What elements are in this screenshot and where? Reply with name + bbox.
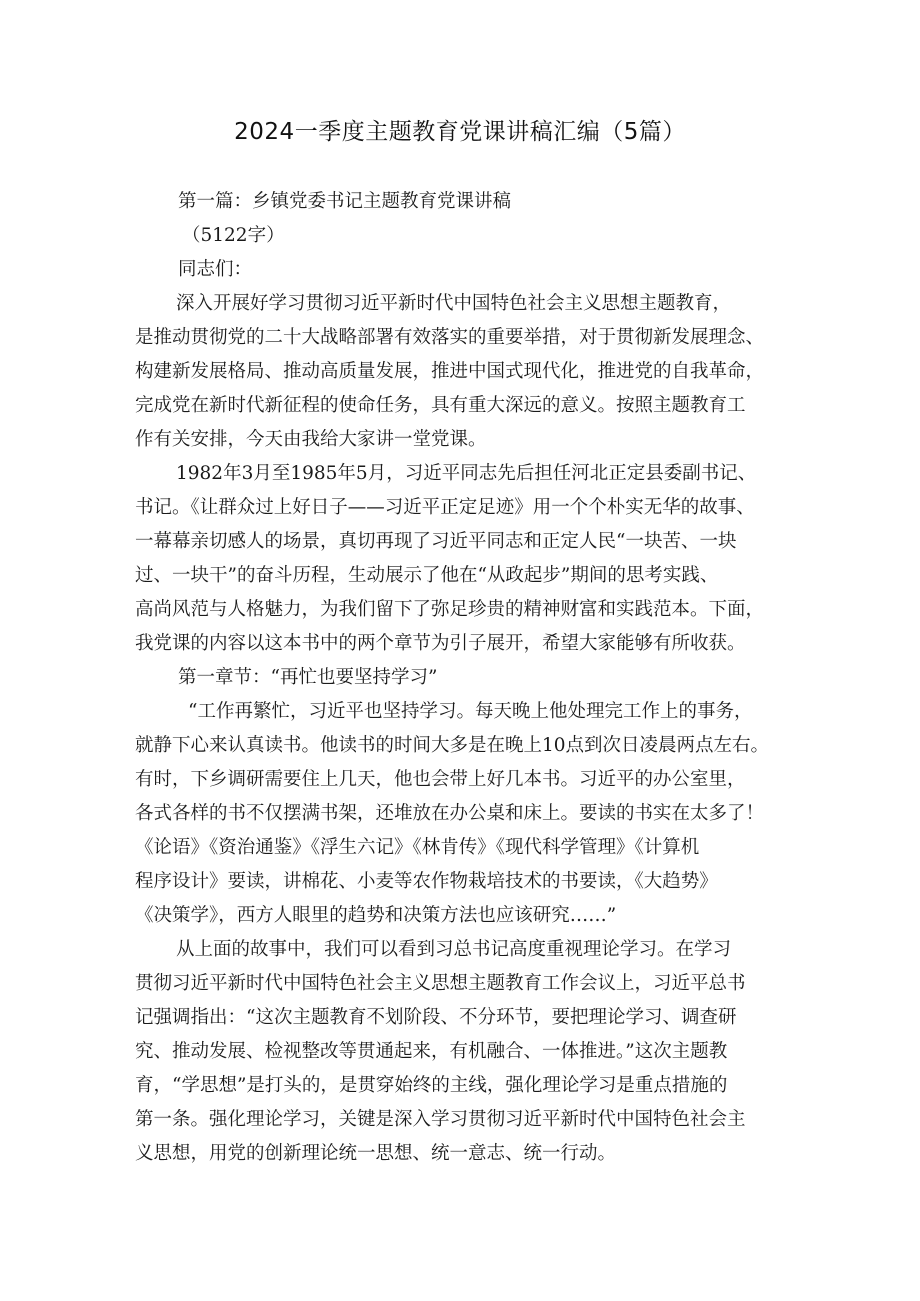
quote-line: 《决策学》，西方人眼里的趋势和决策方法也应该研究……” bbox=[135, 905, 617, 926]
paragraph-3-line: 从上面的故事中，我们可以看到习总书记高度重视理论学习。在学习 bbox=[176, 939, 732, 960]
paragraph-3-line: 记强调指出：“这次主题教育不划阶段、不分环节，要把理论学习、调查研 bbox=[135, 1007, 737, 1028]
quote-line: 各式各样的书不仅摆满书架，还堆放在办公桌和床上。要读的书实在太多了！ bbox=[135, 803, 765, 824]
paragraph-3-line: 贯彻习近平新时代中国特色社会主义思想主题教育工作会议上，习近平总书 bbox=[135, 973, 746, 994]
paragraph-2-line: 书记。《让群众过上好日子——习近平正定足迹》用一个个朴实无华的故事、 bbox=[135, 497, 755, 518]
quote-line: 有时，下乡调研需要住上几天，他也会带上好几本书。习近平的办公室里， bbox=[135, 769, 746, 790]
chapter-1-heading: 第一章节：“再忙也要坚持学习” bbox=[178, 667, 438, 688]
quote-line: 就静下心来认真读书。他读书的时间大多是在晚上10点到次日凌晨两点左右。 bbox=[135, 735, 770, 756]
paragraph-3-line: 育，“学思想”是打头的，是贯穿始终的主线，强化理论学习是重点措施的 bbox=[135, 1075, 728, 1096]
paragraph-1-line: 作有关安排，今天由我给大家讲一堂党课。 bbox=[135, 429, 487, 450]
paragraph-2-line: 高尚风范与人格魅力，为我们留下了弥足珍贵的精神财富和实践范本。下面， bbox=[135, 599, 765, 620]
quote-line: 《论语》《资治通鉴》《浮生六记》《林肯传》《现代科学管理》《计算机 bbox=[135, 837, 700, 858]
quote-line: 程序设计》要读，讲棉花、小麦等农作物栽培技术的书要读，《大趋势》 bbox=[135, 871, 718, 892]
salutation: 同志们： bbox=[178, 259, 253, 280]
quote-line: “工作再繁忙，习近平也坚持学习。每天晚上他处理完工作上的事务， bbox=[188, 701, 753, 722]
word-count: （5122字） bbox=[182, 225, 285, 246]
paragraph-3-line: 义思想，用党的创新理论统一思想、统一意志、统一行动。 bbox=[135, 1143, 617, 1164]
paragraph-1-line: 构建新发展格局、推动高质量发展，推进中国式现代化，推进党的自我革命， bbox=[135, 361, 765, 382]
paragraph-2-line: 我党课的内容以这本书中的两个章节为引子展开，希望大家能够有所收获。 bbox=[135, 633, 746, 654]
paragraph-2-line: 1982年3月至1985年5月，习近平同志先后担任河北正定县委副书记、 bbox=[176, 463, 757, 484]
document-title: 2024一季度主题教育党课讲稿汇编（5篇） bbox=[234, 119, 686, 145]
paragraph-1-line: 是推动贯彻党的二十大战略部署有效落实的重要举措，对于贯彻新发展理念、 bbox=[135, 327, 765, 348]
paragraph-2-line: 一幕幕亲切感人的场景，真切再现了习近平同志和正定人民“一块苦、一块 bbox=[135, 531, 737, 552]
article-subtitle: 第一篇：乡镇党委书记主题教育党课讲稿 bbox=[178, 191, 512, 212]
paragraph-3-line: 究、推动发展、检视整改等贯通起来，有机融合、一体推进。”这次主题教 bbox=[135, 1041, 728, 1062]
paragraph-1-line: 深入开展好学习贯彻习近平新时代中国特色社会主义思想主题教育， bbox=[176, 293, 732, 314]
paragraph-2-line: 过、一块干”的奋斗历程，生动展示了他在“从政起步”期间的思考实践、 bbox=[135, 565, 719, 586]
paragraph-1-line: 完成党在新时代新征程的使命任务，具有重大深远的意义。按照主题教育工 bbox=[135, 395, 746, 416]
paragraph-3-line: 第一条。强化理论学习，关键是深入学习贯彻习近平新时代中国特色社会主 bbox=[135, 1109, 746, 1130]
